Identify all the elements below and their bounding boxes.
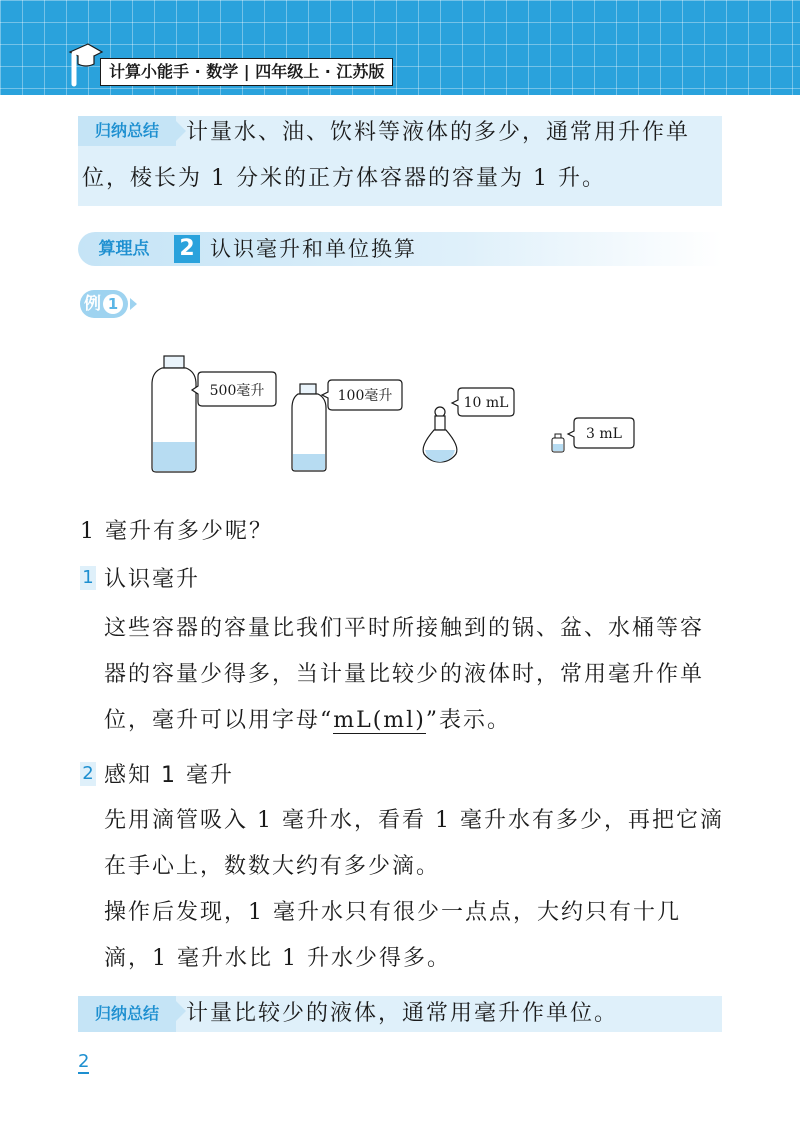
example-text: 例 <box>84 294 101 314</box>
section-title: 认识毫升和单位换算 <box>210 237 417 261</box>
label-500ml <box>192 372 276 406</box>
step2-line1: 先用滴管吸入 1 毫升水，看看 1 毫升水有多少，再把它滴 <box>104 808 724 833</box>
step-number-2: 2 <box>80 762 96 786</box>
containers-illustration <box>150 350 650 480</box>
step-title-2: 感知 1 毫升 <box>104 763 234 788</box>
summary-text-line2: 位，棱长为 1 分米的正方体容器的容量为 1 升。 <box>82 166 606 191</box>
summary-box-2 <box>78 996 722 1032</box>
label-500ml-text: 500毫升 <box>209 383 265 399</box>
step2-line4: 滴，1 毫升水比 1 升水少得多。 <box>104 946 451 971</box>
example-number: 1 <box>103 294 123 314</box>
label-10ml-text: 10 mL <box>463 395 509 411</box>
label-10ml <box>452 388 514 416</box>
example-pill <box>80 290 128 318</box>
question-text: 1 毫升有多少呢？ <box>80 519 273 544</box>
answer-blank: mL(ml) <box>333 708 426 733</box>
bottle-100ml-icon <box>292 384 326 471</box>
section-heading <box>78 232 722 266</box>
label-3ml-text: 3 mL <box>586 426 622 442</box>
example-label <box>80 290 132 318</box>
step1-line3-suffix: ”表示。 <box>425 708 512 733</box>
summary2-text: 计量比较少的液体，通常用毫升作单位。 <box>186 1001 619 1026</box>
page-number: 2 <box>78 1051 90 1072</box>
step1-line3 <box>104 698 724 744</box>
label-100ml-text: 100毫升 <box>337 388 393 404</box>
example-arrow-icon <box>130 298 137 310</box>
page-header <box>0 0 800 95</box>
label-100ml <box>322 380 402 410</box>
step1-line1: 这些容器的容量比我们平时所接触到的锅、盆、水桶等容 <box>104 616 705 641</box>
step-number-1: 1 <box>80 566 96 590</box>
graduation-cap-icon <box>68 40 104 88</box>
label-3ml <box>568 418 634 448</box>
summary-text-line1: 计量水、油、饮料等液体的多少，通常用升作单 <box>186 120 691 145</box>
summary-box-1 <box>78 116 722 206</box>
header-title: 计算小能手 · 数学 | 四年级上 · 江苏版 <box>100 58 393 86</box>
dropper-10ml-icon <box>423 407 457 462</box>
step2-line3: 操作后发现，1 毫升水只有很少一点点，大约只有十几 <box>104 900 681 925</box>
bottle-500ml-icon <box>152 356 196 472</box>
step1-line3-prefix: 位，毫升可以用字母“ <box>104 708 334 733</box>
step1-line2: 器的容量少得多，当计量比较少的液体时，常用毫升作单 <box>104 662 705 687</box>
vial-3ml-icon <box>552 434 564 452</box>
step2-line2: 在手心上，数数大约有多少滴。 <box>104 854 441 879</box>
summary-tag-2: 归纳总结 <box>78 996 176 1032</box>
section-number: 2 <box>174 235 200 263</box>
section-tag: 算理点 <box>98 239 150 259</box>
step-title-1: 认识毫升 <box>104 567 201 592</box>
summary-tag: 归纳总结 <box>78 116 176 146</box>
